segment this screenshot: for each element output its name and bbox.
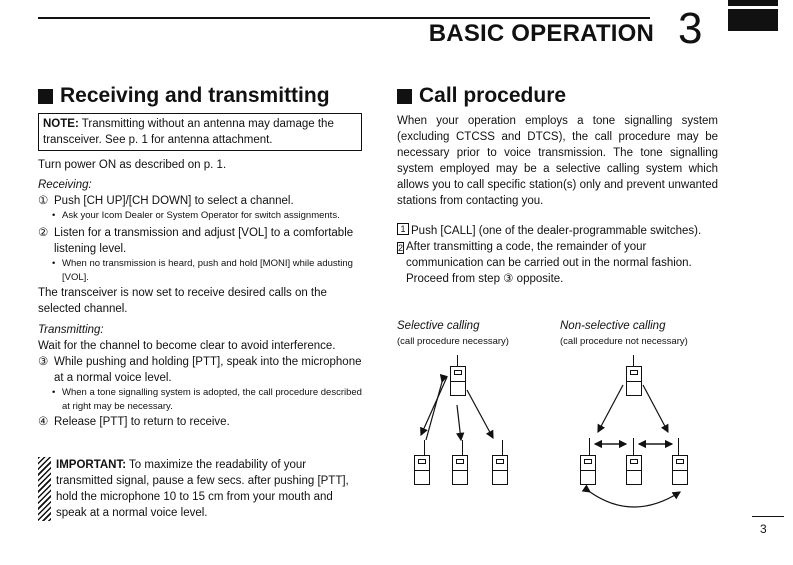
call-steps	[397, 223, 718, 287]
important-text: To maximize the readability of your transmitted signal, pause a few secs. after pushing [PTT], hold the microphone 10 to 15 cm from your mouth and speak at a normal voice level.	[56, 459, 349, 519]
section-title-call-procedure: Call procedure	[397, 84, 566, 108]
transmit-step-3: ③ While pushing and holding [PTT], speak into the microphone at a normal voice level.	[38, 356, 362, 384]
ready-text: The transceiver is now set to receive desired calls on the selected channel.	[38, 287, 327, 315]
receive-step-2: ② Listen for a transmission and adjust [VOL] to a comfortable listening level.	[38, 227, 354, 255]
chapter-tab-marker	[728, 0, 778, 46]
power-instruction: Turn power ON as described on p. 1.	[38, 159, 227, 171]
left-body	[38, 157, 363, 430]
header-rule	[38, 17, 650, 19]
receive-step-1: ① Push [CH UP]/[CH DOWN] to select a channel.	[38, 195, 294, 207]
chapter-number: 3	[678, 4, 703, 53]
section-title-receiving: Receiving and transmitting	[38, 84, 330, 108]
hatch-warning-icon	[38, 457, 51, 521]
receive-step-1-bullet: • Ask your Icom Dealer or System Operator for switch assignments.	[52, 210, 340, 221]
radio-icon	[672, 455, 688, 485]
transmitting-radio-icon	[450, 366, 466, 396]
receiving-label: Receiving:	[38, 179, 92, 191]
transmitting-radio-icon	[626, 366, 642, 396]
wait-instruction: Wait for the channel to become clear to avoid interference.	[38, 340, 336, 352]
radio-icon	[414, 455, 430, 485]
section-square-icon	[38, 89, 53, 104]
transmit-step-4: ④ Release [PTT] to return to receive.	[38, 416, 230, 428]
note-text: Transmitting without an antenna may damage the transceiver. See p. 1 for antenna attachment.	[43, 118, 334, 146]
selective-calling-title: Selective calling	[397, 320, 480, 332]
important-notice	[38, 457, 363, 521]
note-label: NOTE:	[43, 118, 79, 130]
calling-diagram	[390, 350, 720, 515]
page-number-rule	[752, 516, 784, 517]
transmit-step-3-bullet: • When a tone signalling system is adopted, the call procedure described at right may be necessary.	[52, 387, 362, 412]
page-number: 3	[760, 522, 767, 536]
receive-step-2-bullet: • When no transmission is heard, push and hold [MONI] while adusting [VOL].	[52, 258, 353, 283]
radio-icon	[452, 455, 468, 485]
call-intro: When your operation employs a tone signalling system (excluding CTCSS and DTCS), the call procedure may be necessary prior to voice transmission. The tone signalling system employed may be a selective calling system which allows you to call specific station(s) only and prevent unwanted stations from contacting you.	[397, 115, 718, 207]
page-header-title: BASIC OPERATION	[428, 20, 654, 47]
diagram-arrows	[390, 350, 720, 515]
call-step-1: 1 Push [CALL] (one of the dealer-programmable switches).	[397, 223, 718, 239]
important-label: IMPORTANT:	[56, 459, 127, 471]
radio-icon	[492, 455, 508, 485]
radio-icon	[580, 455, 596, 485]
nonselective-calling-title: Non-selective calling	[560, 320, 666, 332]
transmitting-label: Transmitting:	[38, 324, 104, 336]
note-box	[38, 113, 362, 151]
radio-icon	[626, 455, 642, 485]
call-step-2: 2 After transmitting a code, the remainder of your communication can be carried out in the normal fashion. Proceed from step ③ opposite.	[398, 241, 692, 285]
nonselective-calling-subtitle: (call procedure not necessary)	[560, 336, 688, 347]
selective-calling-subtitle: (call procedure necessary)	[397, 336, 509, 347]
section-square-icon	[397, 89, 412, 104]
